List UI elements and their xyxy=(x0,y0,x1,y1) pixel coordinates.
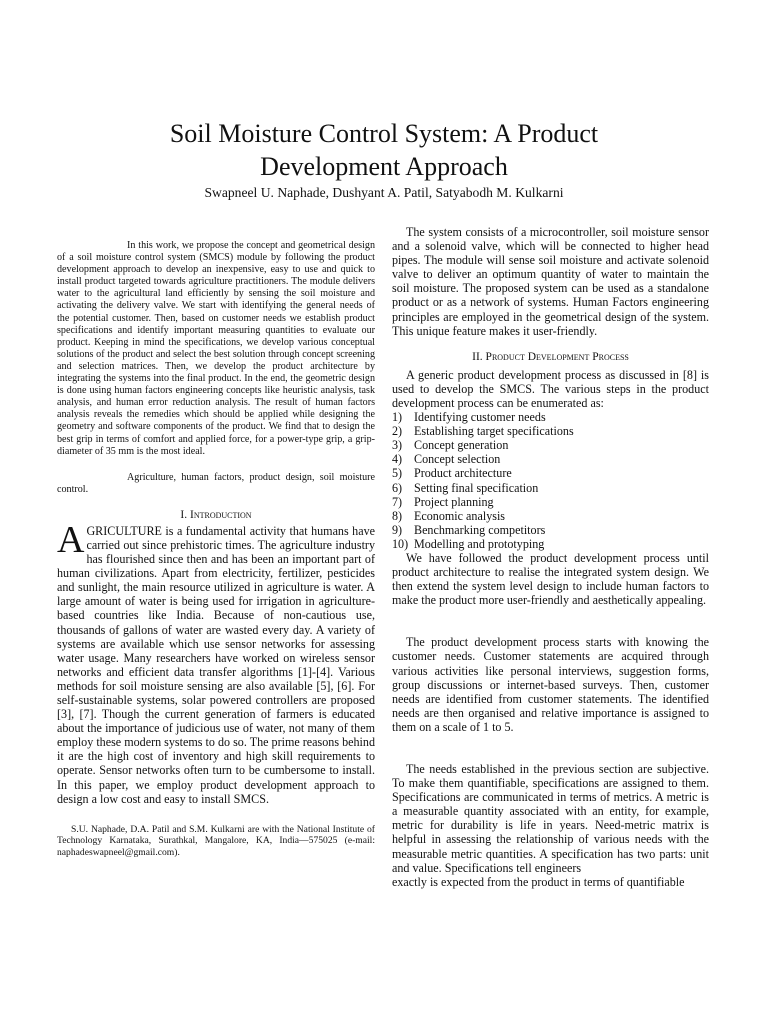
section-heading-introduction: I. Introduction xyxy=(180,508,252,521)
author-affiliation-footnote: S.U. Naphade, D.A. Patil and S.M. Kulkarni are with the National Institute of Technology Karnataka, Surathkal, Mangalore, KA, India—575025 (e-mail: naphadeswapneel@gmail.com). xyxy=(57,823,375,858)
list-item: 2) Establishing target specifications xyxy=(392,424,574,439)
process-intro-paragraph: A generic product development process as discussed in [8] is used to develop the SMCS. The various steps in the product development process can be enumerated as: xyxy=(392,367,709,410)
intro-first-word: GRICULTURE xyxy=(86,523,162,538)
process-followed-paragraph: We have followed the product development process until product architecture to realise the integrated system design. We then extend the system level design to include human factors to make the product more user-friendly and aesthetically appealing. xyxy=(392,550,709,608)
list-item: 8) Economic analysis xyxy=(392,508,506,523)
right-column xyxy=(392,225,709,889)
title-line-1: Soil Moisture Control System: A Product xyxy=(169,119,599,148)
system-description-paragraph: The system consists of a microcontroller, soil moisture sensor and a solenoid valve, which will be connected to higher head pipes. The module will sense soil moisture and activate solenoid valve to deliver an optimum quantity of water to maintain the soil moisture. The proposed system can be used as a standalone product or as a network of systems. Human Factors engineering principles are employed in the geometrical design of the system. This unique feature makes it user-friendly. xyxy=(392,225,709,338)
intro-text: is a fundamental activity that humans have carried out since prehistoric times. The agriculture industry has flourished since then and has been an important part of human civilizations. Apart from electricity, fertilizer, pesticides and sunlight, the main resource utilized in agriculture is water. A large amount of water is being used for irrigation in agriculture-based countries like India. Because of non-cautious use, thousands of gallons of water are wasted every day. A variety of systems are available which use sensor networks for assessing water usage. Many researchers have worked on wireless sensor networks and efficient data transfer algorithms [1]-[4]. Various methods for soil moisture sensing are also available [5], [6]. For self-sustainable systems, solar powered controllers are proposed [3], [7]. Though the current generation of farmers is educated about the importance of judicious use of water, not many of them employ these modern systems to do so. The prime reasons behind it are the high cost of inventory and high skill requirements to operate. Sensor networks often turn to be cumbersome to install. In this paper, we employ product development approach to design a low cost and easy to install SMCS. xyxy=(57,523,375,806)
specifications-paragraph: The needs established in the previous section are subjective. To make them quantifiable, specifications are assigned to them. Specifications are communicated in terms of metrics. A metric is a measurable quantity associated with an entity, for example, metric for durability is life in years. Need-metric matrix is helpful in assessing the relationship of various needs with the measurable metric quantities. A specification has two parts: unit and value. Specifications tell engineers xyxy=(392,762,709,875)
list-item: 5) Product architecture xyxy=(392,466,512,481)
keywords: Agriculture, human factors, product design, soil moisture control. xyxy=(57,471,375,495)
process-steps-list xyxy=(392,410,709,551)
list-item: 10) Modelling and prototyping xyxy=(392,536,545,551)
customer-needs-paragraph: The product development process starts with knowing the customer needs. Customer statements are acquired through various activities like personal interviews, suggestion forms, group discussions or internet-based surveys. Then, customer needs are identified from customer statements. The identified needs are then organised and relative importance is assigned to them on a scale of 1 to 5. xyxy=(392,635,709,734)
list-item: 4) Concept selection xyxy=(392,452,501,467)
abstract: In this work, we propose the concept and geometrical design of a soil moisture control system (SMCS) module by following the product development approach to develop an inexpensive, easy to use and quick to install product targeted towards agriculture practitioners. The module delivers water to the agricultural land efficiently by sensing the soil moisture and activating the delivery valve. We start with identifying the general needs of the potential customer. Then, based on customer needs we establish product specifications and identify important measuring quantities to evaluate our product. Keeping in mind the specifications, we develop various conceptual solutions of the product and select the best solution through concept screening and selection matrices. Then, we develop the product architecture by integrating the systems into the final product. In the end, the geometric design is done using human factors engineering concepts like heuristic analysis, task analysis, and human error reduction analysis. The result of human factors analysis reveals the remedies which should be applied while designing the geometry and software components of the product. We find that to design the best grip in terms of comfort and applied force, for a power-type grip, a grip-diameter of 35 mm is the most ideal. xyxy=(57,240,375,457)
left-column xyxy=(57,240,375,858)
title-line-2: Development Approach xyxy=(260,152,508,181)
specifications-continued: exactly is expected from the product in terms of quantifiable xyxy=(392,874,685,889)
list-item: 6) Setting final specification xyxy=(392,480,539,495)
paper-title xyxy=(0,117,768,183)
list-item: 1) Identifying customer needs xyxy=(392,410,546,425)
author-list: Swapneel U. Naphade, Dushyant A. Patil, Satyabodh M. Kulkarni xyxy=(204,185,564,200)
list-item: 3) Concept generation xyxy=(392,438,509,453)
section-heading-product-development: II. Product Development Process xyxy=(472,350,629,363)
introduction-paragraph xyxy=(57,518,375,806)
list-item: 7) Project planning xyxy=(392,494,494,509)
list-item: 9) Benchmarking competitors xyxy=(392,522,546,537)
drop-cap: A xyxy=(57,518,85,561)
